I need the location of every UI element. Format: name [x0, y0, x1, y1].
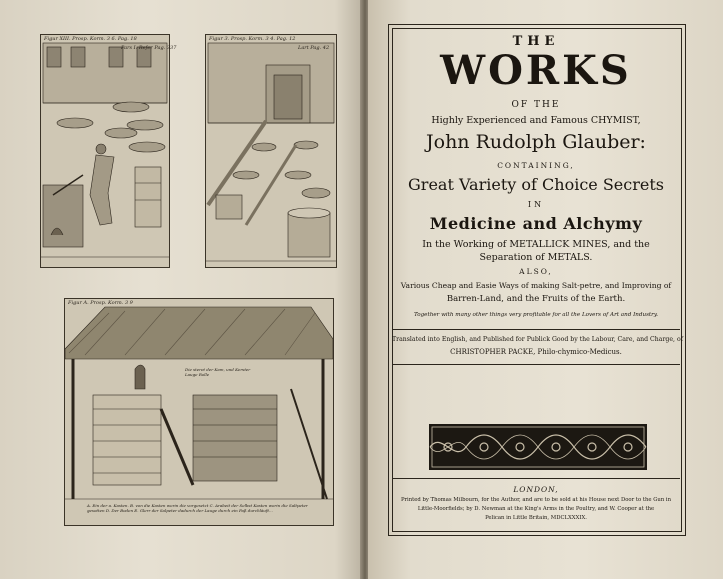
title-working-mines: In the Working of METALLICK MINES, and the	[422, 239, 650, 250]
title-separation: Separation of METALS.	[479, 252, 593, 263]
title-also: ALSO,	[519, 267, 553, 276]
furnace-engraving-image	[41, 35, 177, 267]
ornament-image	[430, 425, 646, 469]
engraving-plate-vats	[205, 34, 337, 268]
title-rule-2	[392, 364, 680, 365]
plate-note: Lart Pag. 42	[298, 45, 330, 51]
plate-header: Figur XIII. Prosp. Korm. 3 6. Pag. 18	[44, 36, 137, 42]
plate-header: Figur 3. Prosp. Korm. 3 4. Pag. 12	[209, 36, 296, 42]
title-containing: CONTAINING,	[497, 161, 575, 170]
title-christopher-packe: CHRISTOPHER PACKE, Philo-chymico-Medicus.	[450, 348, 622, 356]
plate-note: Pars I. Refer Pag. 337	[121, 45, 177, 51]
title-great-variety: Great Variety of Choice Secrets	[408, 175, 664, 194]
engraving-plate-furnace	[40, 34, 177, 268]
imprint-line-1: Printed by Thomas Milbourn, for the Author, and are to be sold at his House next Door to the Gun in	[400, 497, 672, 503]
title-barren-land: Barren-Land, and the Fruits of the Earth.	[446, 294, 626, 304]
imprint-line-3: Pelican in Little Britain, MDCLXXXIX.	[485, 515, 587, 521]
title-rule-3	[392, 478, 680, 479]
imprint-line-2: Little-Moorfields; by D. Newman at the King's Arms in the Poultry, and W. Cooper at the	[417, 506, 655, 512]
vats-engraving-image	[206, 35, 336, 267]
plate-header: Figur A. Prosp. Korm. 3 9	[68, 300, 133, 306]
title-author-name: John Rudolph Glauber:	[426, 131, 646, 153]
engraving-plate-saltpetre-shed	[64, 298, 334, 526]
title-of-the: OF THE	[511, 100, 561, 110]
imprint-london: LONDON,	[513, 485, 559, 494]
title-together: Together with many other things very profitable for all the Lovers of Art and Industry.	[413, 312, 659, 318]
plate-caption: A. Ein der a. Kasten. B. von die Kasten worin die vorgesetzt C. Arabeit der Selbst Kasten worin die Saltpeter gesotten D. Der Boden E. Glerr der Salpeter dadurch der Lauge durch ein Faß durchläuft...	[87, 503, 308, 513]
title-various-ways: Various Cheap and Easie Ways of making Salt-petre, and Improving of	[400, 281, 672, 290]
title-the: THE	[512, 34, 560, 49]
title-medicine-alchymy: Medicine and Alchymy	[429, 214, 643, 233]
printers-ornament	[429, 424, 647, 470]
title-in: IN	[527, 200, 545, 209]
plate-note: Die steret der Kam, und Kerster Lauge Rolle	[185, 367, 251, 377]
saltpetre-shed-engraving-image	[65, 299, 333, 525]
title-rule-1	[392, 329, 680, 330]
title-works: WORKS	[440, 47, 632, 94]
title-highly-experienced: Highly Experienced and Famous CHYMIST,	[431, 115, 641, 126]
title-translated: Translated into English, and Published for Publick Good by the Labour, Care, and Charge, of	[392, 336, 683, 343]
